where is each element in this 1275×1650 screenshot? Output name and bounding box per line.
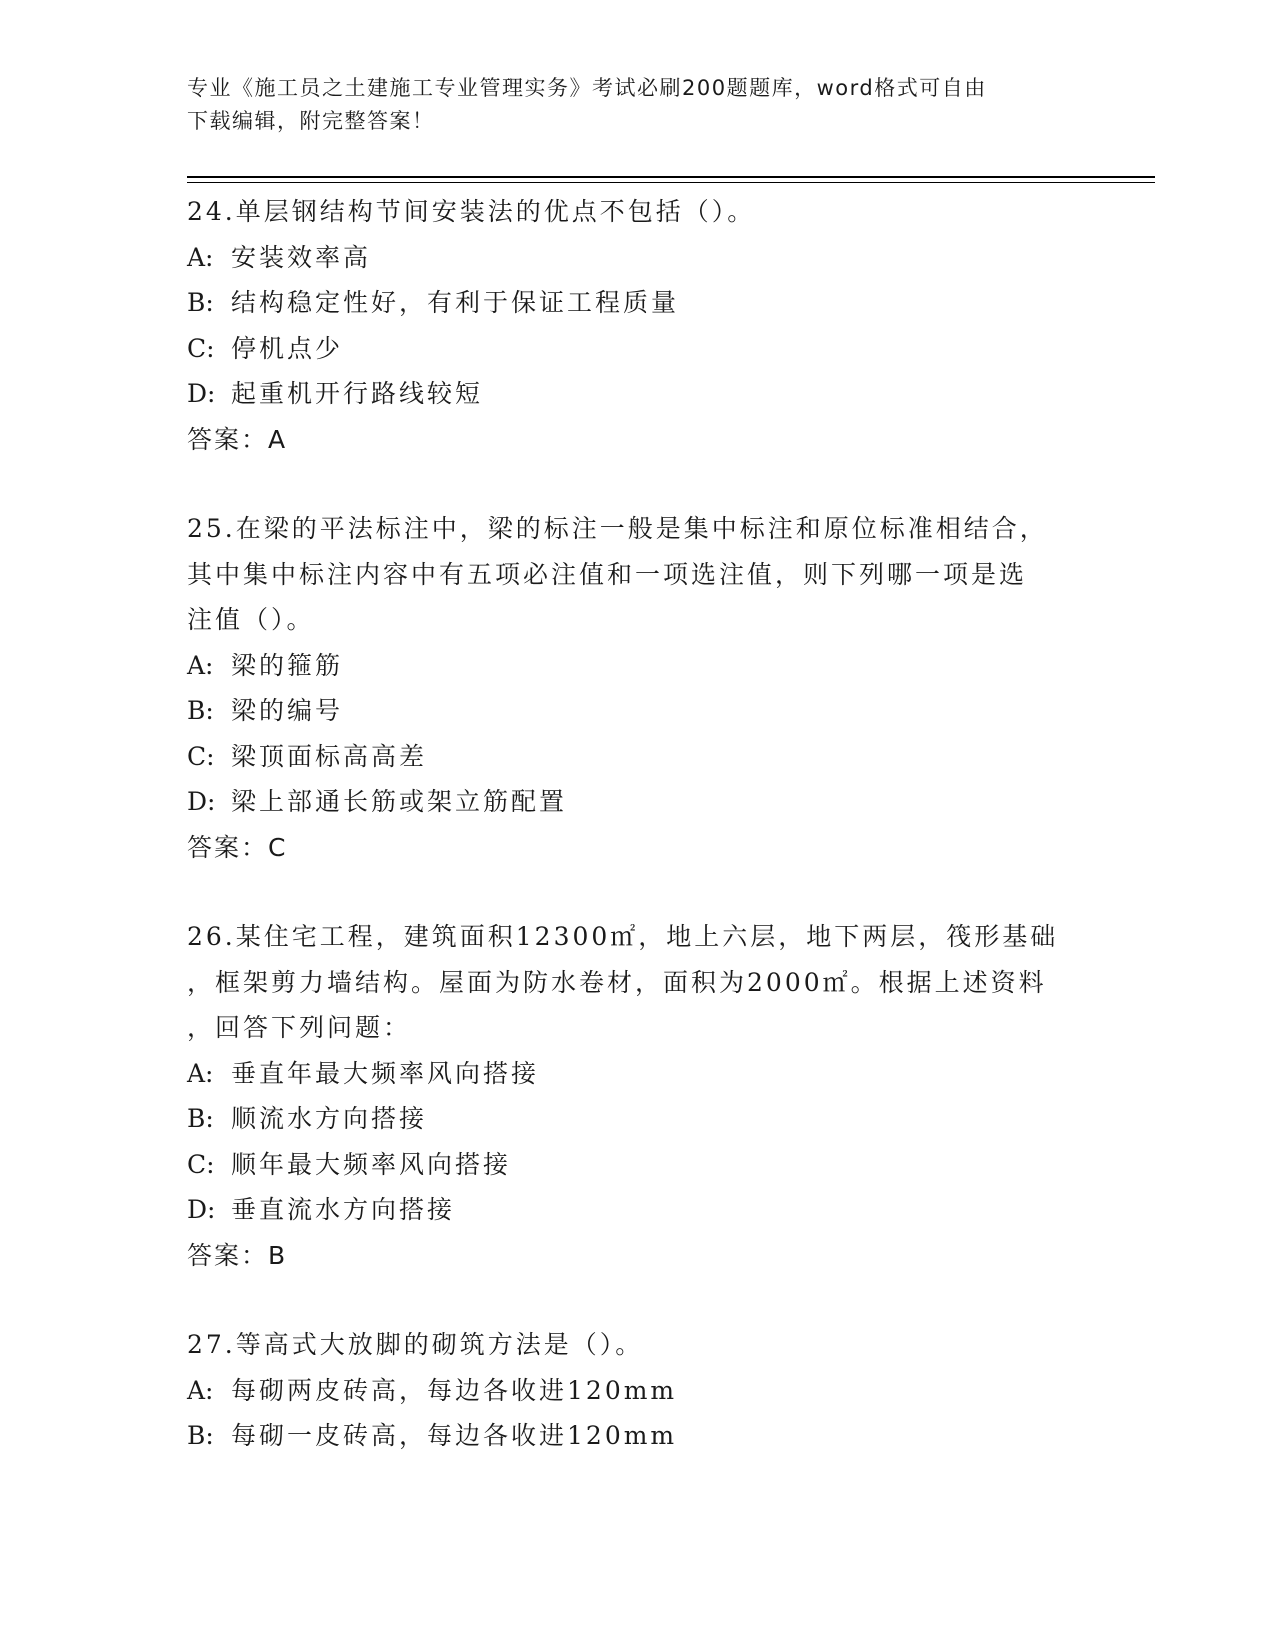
question-text-line-2: 其中集中标注内容中有五项必注值和一项选注值，则下列哪一项是选 [187,559,1028,589]
option-text: 结构稳定性好，有利于保证工程质量 [231,288,680,317]
header-divider-thin [187,182,1155,183]
question-text-line-2: ，框架剪力墙结构。屋面为防水卷材，面积为2000㎡。根据上述资料 [187,967,1047,997]
question-spacer [187,870,1067,914]
option-c [187,734,1067,780]
question-text-line-1: 25.在梁的平法标注中，梁的标注一般是集中标注和原位标准相结合， [187,514,1048,543]
option-text: 停机点少 [231,333,344,363]
question-spacer [187,462,1067,506]
option-text: 每砌一皮砖高，每边各收进120mm [231,1421,678,1450]
answer-line: 答案：B [187,1240,288,1270]
option-b [187,1413,1067,1459]
option-label: C: [187,1149,215,1179]
option-text: 起重机开行路线较短 [231,379,484,408]
answer-line: 答案：A [187,424,288,454]
option-c [187,326,1067,372]
option-label: C: [187,741,215,771]
question-27 [187,1322,1067,1459]
option-label: D: [187,787,216,816]
question-text: 27.等高式大放脚的砌筑方法是（）。 [187,1330,644,1359]
option-label: B: [187,696,214,725]
option-label: D: [187,1195,216,1224]
option-text: 梁顶面标高高差 [231,741,428,771]
option-b [187,1096,1067,1142]
option-label: C: [187,333,215,363]
question-spacer [187,1278,1067,1322]
question-text-line-3: ，回答下列问题： [187,1013,412,1042]
option-d [187,779,1067,825]
question-25 [187,506,1067,870]
option-text: 顺流水方向搭接 [231,1104,428,1133]
question-text: 24.单层钢结构节间安装法的优点不包括（）。 [187,197,756,226]
option-a [187,1368,1067,1414]
option-b [187,688,1067,734]
option-label: D: [187,379,216,408]
option-d [187,1187,1067,1233]
question-text-line-3: 注值（）。 [187,605,315,634]
option-label: B: [187,1421,214,1450]
option-label: A: [187,650,214,680]
header-title-line-1: 专业《施工员之土建施工专业管理实务》考试必刷200题题库，word格式可自由 [187,76,987,100]
question-26 [187,914,1067,1278]
option-text: 垂直流水方向搭接 [231,1195,456,1224]
option-text: 垂直年最大频率风向搭接 [231,1058,540,1088]
option-text: 梁的箍筋 [231,650,344,680]
question-list [187,189,1067,1459]
option-label: A: [187,1058,214,1088]
option-label: B: [187,288,214,317]
header-divider-thick [187,176,1155,178]
option-label: B: [187,1104,214,1133]
option-text: 每砌两皮砖高，每边各收进120mm [231,1375,678,1405]
option-d [187,371,1067,417]
question-text-line-1: 26.某住宅工程，建筑面积12300㎡，地上六层，地下两层，筏形基础 [187,922,1059,951]
option-text: 安装效率高 [231,242,372,272]
option-c [187,1142,1067,1188]
option-label: A: [187,242,214,272]
option-b [187,280,1067,326]
option-a [187,1051,1067,1097]
option-text: 顺年最大频率风向搭接 [231,1149,512,1179]
option-label: A: [187,1375,214,1405]
answer-line: 答案：C [187,832,288,862]
option-text: 梁上部通长筋或架立筋配置 [231,787,568,816]
question-24 [187,189,1067,462]
option-a [187,235,1067,281]
document-header [187,72,1067,138]
option-a [187,643,1067,689]
header-title-line-2: 下载编辑，附完整答案！ [187,109,435,133]
option-text: 梁的编号 [231,696,344,725]
